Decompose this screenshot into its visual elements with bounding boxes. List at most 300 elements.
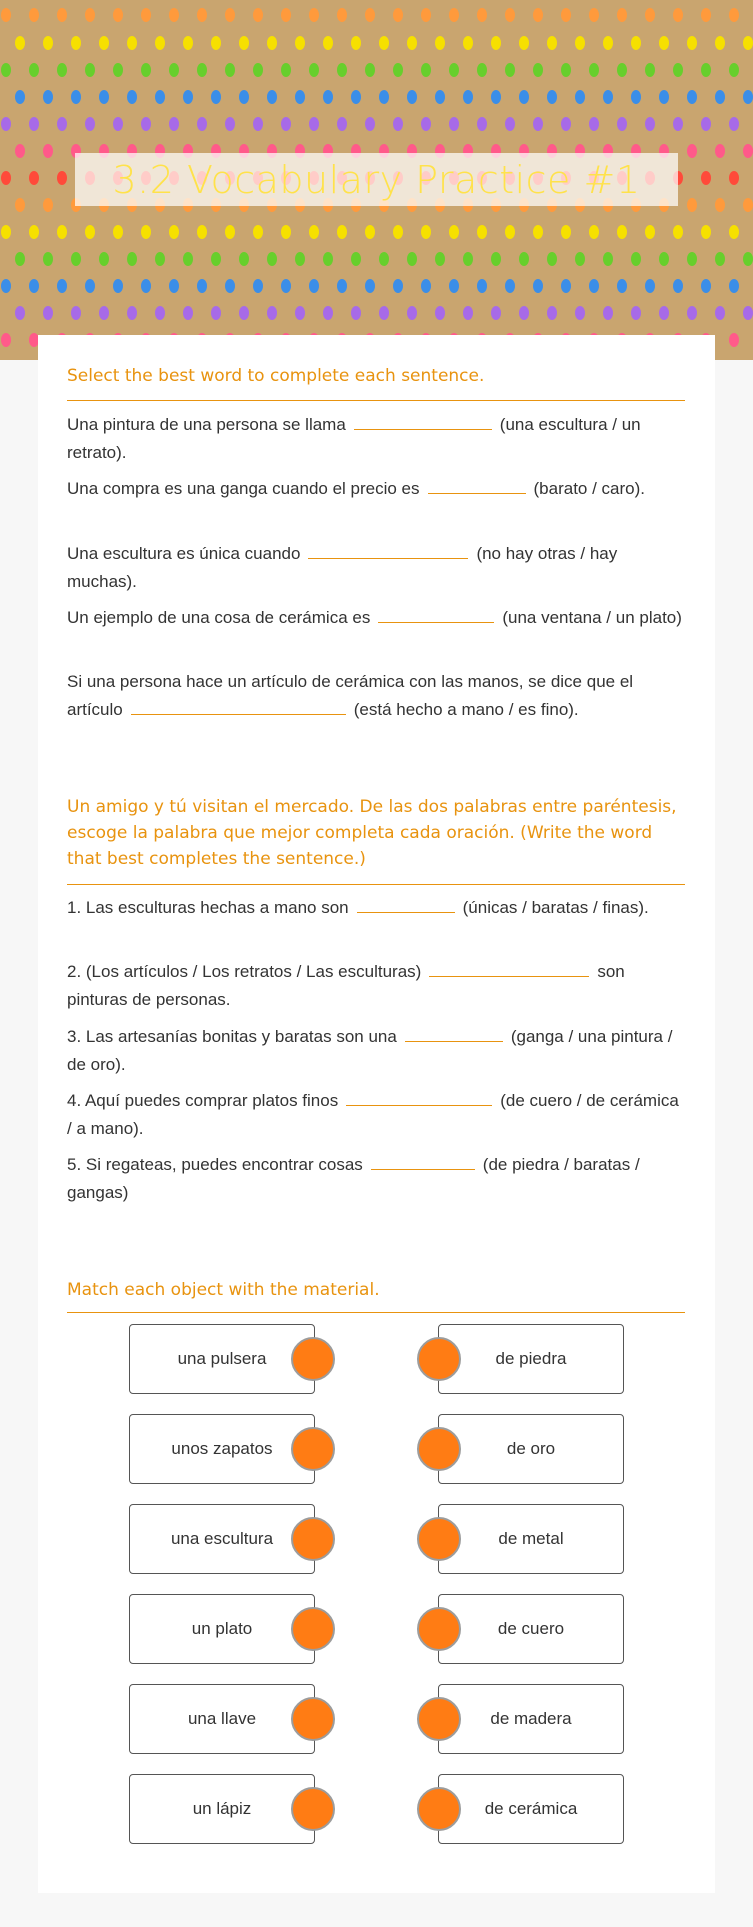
polka-dot: [673, 117, 683, 131]
polka-dot: [323, 306, 333, 320]
polka-dot: [141, 225, 151, 239]
polka-dot: [435, 36, 445, 50]
polka-dot: [561, 225, 571, 239]
polka-dot: [477, 117, 487, 131]
polka-dot: [337, 225, 347, 239]
polka-dot: [729, 279, 739, 293]
polka-dot: [533, 279, 543, 293]
polka-dot: [729, 225, 739, 239]
polka-dot: [15, 36, 25, 50]
match-connector-right[interactable]: [417, 1337, 461, 1381]
polka-dot: [435, 252, 445, 266]
answer-blank-10[interactable]: [371, 1152, 475, 1170]
polka-dot: [239, 252, 249, 266]
polka-dot: [309, 63, 319, 77]
polka-dot: [253, 225, 263, 239]
polka-dot: [211, 306, 221, 320]
polka-dot: [379, 306, 389, 320]
polka-dot: [519, 36, 529, 50]
polka-dot: [449, 117, 459, 131]
polka-dot: [337, 63, 347, 77]
polka-dot: [561, 279, 571, 293]
polka-dot: [491, 36, 501, 50]
polka-dot: [295, 252, 305, 266]
polka-dot: [589, 279, 599, 293]
polka-dot: [743, 144, 753, 158]
polka-dot: [547, 90, 557, 104]
polka-dot: [183, 36, 193, 50]
answer-blank-9[interactable]: [346, 1088, 492, 1106]
polka-dot: [337, 8, 347, 22]
polka-dot: [43, 36, 53, 50]
polka-dot: [155, 90, 165, 104]
polka-dot: [659, 90, 669, 104]
polka-dot: [729, 333, 739, 347]
polka-dot: [281, 8, 291, 22]
polka-dot: [603, 90, 613, 104]
match-connector-right[interactable]: [417, 1517, 461, 1561]
match-item-right: de cuero: [438, 1594, 624, 1664]
polka-dot: [295, 306, 305, 320]
polka-dot: [169, 225, 179, 239]
match-connector-right[interactable]: [417, 1787, 461, 1831]
polka-dot: [449, 63, 459, 77]
polka-dot: [197, 279, 207, 293]
polka-dot: [673, 225, 683, 239]
match-connector-left[interactable]: [291, 1517, 335, 1561]
match-item-right: de madera: [438, 1684, 624, 1754]
polka-dot: [449, 279, 459, 293]
match-item-left: un lápiz: [129, 1774, 315, 1844]
polka-dot: [71, 90, 81, 104]
section1-question-4: Un ejemplo de una cosa de cerámica es (una ventana / un plato): [67, 604, 687, 632]
match-connector-left[interactable]: [291, 1607, 335, 1651]
polka-dot: [43, 198, 53, 212]
polka-dot: [29, 8, 39, 22]
polka-dot: [253, 63, 263, 77]
polka-dot: [267, 36, 277, 50]
polka-dot: [337, 117, 347, 131]
section2-question-4: 4. Aquí puedes comprar platos finos (de cuero / de cerámica / a mano).: [67, 1087, 687, 1143]
polka-dot: [113, 117, 123, 131]
polka-dot: [183, 90, 193, 104]
polka-dot: [141, 279, 151, 293]
polka-dot: [197, 63, 207, 77]
polka-dot: [589, 225, 599, 239]
polka-dot: [71, 36, 81, 50]
polka-dot: [309, 117, 319, 131]
section1-title: Select the best word to complete each sentence.: [67, 366, 485, 386]
polka-dot: [631, 306, 641, 320]
polka-dot: [29, 63, 39, 77]
polka-dot: [99, 306, 109, 320]
polka-dot: [1, 8, 11, 22]
polka-dot: [239, 36, 249, 50]
polka-dot: [267, 306, 277, 320]
polka-dot: [561, 63, 571, 77]
answer-blank-7[interactable]: [429, 959, 589, 977]
polka-dot: [519, 90, 529, 104]
polka-dot: [491, 306, 501, 320]
answer-blank-4[interactable]: [378, 605, 494, 623]
polka-dot: [477, 279, 487, 293]
polka-dot: [85, 63, 95, 77]
polka-dot: [1, 63, 11, 77]
polka-dot: [393, 117, 403, 131]
match-connector-left[interactable]: [291, 1787, 335, 1831]
polka-dot: [351, 306, 361, 320]
polka-dot: [407, 90, 417, 104]
polka-dot: [659, 36, 669, 50]
polka-dot: [225, 117, 235, 131]
polka-dot: [113, 63, 123, 77]
polka-dot: [99, 90, 109, 104]
polka-dot: [43, 252, 53, 266]
polka-dot: [323, 36, 333, 50]
polka-dot: [309, 8, 319, 22]
polka-dot: [57, 117, 67, 131]
polka-dot: [29, 279, 39, 293]
polka-dot: [295, 90, 305, 104]
polka-dot: [407, 252, 417, 266]
polka-dot: [645, 225, 655, 239]
polka-dot: [225, 63, 235, 77]
polka-dot: [715, 198, 725, 212]
polka-dot: [477, 225, 487, 239]
polka-dot: [15, 252, 25, 266]
polka-dot: [71, 306, 81, 320]
polka-dot: [393, 63, 403, 77]
polka-dot: [421, 63, 431, 77]
polka-dot: [99, 252, 109, 266]
polka-dot: [71, 252, 81, 266]
polka-dot: [197, 225, 207, 239]
polka-dot: [15, 198, 25, 212]
polka-dot: [603, 252, 613, 266]
polka-dot: [127, 90, 137, 104]
polka-dot: [645, 8, 655, 22]
polka-dot: [57, 279, 67, 293]
polka-dot: [645, 63, 655, 77]
polka-dot: [211, 252, 221, 266]
polka-dot: [169, 117, 179, 131]
polka-dot: [533, 117, 543, 131]
polka-dot: [43, 306, 53, 320]
polka-dot: [183, 306, 193, 320]
polka-dot: [281, 225, 291, 239]
match-item-left: una llave: [129, 1684, 315, 1754]
polka-dot: [407, 306, 417, 320]
polka-dot: [57, 225, 67, 239]
answer-blank-6[interactable]: [357, 895, 455, 913]
polka-dot: [575, 90, 585, 104]
polka-dot: [631, 90, 641, 104]
polka-dot: [351, 36, 361, 50]
match-item-right: de piedra: [438, 1324, 624, 1394]
polka-dot: [141, 8, 151, 22]
polka-dot: [743, 36, 753, 50]
polka-dot: [673, 8, 683, 22]
polka-dot: [631, 36, 641, 50]
title-box: [75, 153, 678, 206]
polka-dot: [687, 198, 697, 212]
polka-dot: [141, 63, 151, 77]
polka-dot: [281, 63, 291, 77]
polka-dot: [491, 252, 501, 266]
polka-dot: [379, 90, 389, 104]
polka-dot: [687, 36, 697, 50]
polka-dot: [309, 225, 319, 239]
polka-dot: [253, 8, 263, 22]
polka-dot: [589, 63, 599, 77]
polka-dot: [449, 225, 459, 239]
polka-dot: [715, 252, 725, 266]
polka-dot: [687, 252, 697, 266]
polka-dot: [743, 252, 753, 266]
polka-dot: [379, 252, 389, 266]
polka-dot: [715, 144, 725, 158]
polka-dot: [127, 306, 137, 320]
polka-dot: [435, 90, 445, 104]
polka-dot: [127, 252, 137, 266]
polka-dot: [253, 117, 263, 131]
match-connector-left[interactable]: [291, 1697, 335, 1741]
match-item-left: una escultura: [129, 1504, 315, 1574]
polka-dot: [505, 225, 515, 239]
answer-blank-2[interactable]: [428, 476, 526, 494]
polka-dot: [365, 279, 375, 293]
polka-dot: [29, 117, 39, 131]
answer-blank-1[interactable]: [354, 412, 492, 430]
polka-dot: [1, 117, 11, 131]
polka-dot: [673, 63, 683, 77]
polka-dot: [43, 90, 53, 104]
match-item-left: una pulsera: [129, 1324, 315, 1394]
polka-dot: [141, 117, 151, 131]
polka-dot: [309, 279, 319, 293]
polka-dot: [589, 117, 599, 131]
polka-dot: [155, 252, 165, 266]
polka-dot: [1, 171, 11, 185]
polka-dot: [393, 8, 403, 22]
polka-dot: [1, 225, 11, 239]
polka-dot: [617, 225, 627, 239]
section1-question-5: Si una persona hace un artículo de cerámica con las manos, se dice que el artículo (está hecho a mano / es fino).: [67, 672, 634, 719]
polka-dot: [715, 306, 725, 320]
section2-question-2: 2. (Los artículos / Los retratos / Las esculturas) son pinturas de personas.: [67, 958, 687, 1014]
polka-dot: [547, 252, 557, 266]
polka-dot: [57, 8, 67, 22]
polka-dot: [29, 225, 39, 239]
match-item-right: de oro: [438, 1414, 624, 1484]
polka-dot: [99, 36, 109, 50]
polka-dot: [225, 279, 235, 293]
polka-dot: [281, 117, 291, 131]
polka-dot: [113, 279, 123, 293]
polka-dot: [379, 36, 389, 50]
polka-dot: [617, 117, 627, 131]
polka-dot: [449, 8, 459, 22]
polka-dot: [85, 8, 95, 22]
polka-dot: [547, 306, 557, 320]
polka-dot: [421, 225, 431, 239]
answer-blank-3[interactable]: [308, 541, 468, 559]
polka-dot: [715, 90, 725, 104]
polka-dot: [673, 279, 683, 293]
polka-dot: [729, 63, 739, 77]
polka-dot: [169, 279, 179, 293]
section2-title: Un amigo y tú visitan el mercado. De las dos palabras entre paréntesis, escoge la palabra que mejor completa cada oración. (Write the word that best completes the sentence.): [67, 797, 677, 869]
polka-dot: [421, 117, 431, 131]
polka-dot: [183, 252, 193, 266]
polka-dot: [1, 279, 11, 293]
polka-dot: [15, 144, 25, 158]
polka-dot: [365, 225, 375, 239]
polka-dot: [155, 306, 165, 320]
match-connector-right[interactable]: [417, 1697, 461, 1741]
polka-dot: [533, 63, 543, 77]
polka-dot: [323, 252, 333, 266]
section3-title: Match each object with the material.: [67, 1280, 380, 1300]
polka-dot: [393, 225, 403, 239]
polka-dot: [519, 306, 529, 320]
polka-dot: [617, 8, 627, 22]
polka-dot: [295, 36, 305, 50]
match-connector-right[interactable]: [417, 1427, 461, 1471]
polka-dot: [197, 117, 207, 131]
polka-dot: [715, 36, 725, 50]
polka-dot: [239, 90, 249, 104]
polka-dot: [1, 333, 11, 347]
polka-dot: [463, 36, 473, 50]
polka-dot: [491, 90, 501, 104]
polka-dot: [701, 279, 711, 293]
polka-dot: [113, 8, 123, 22]
polka-dot: [729, 171, 739, 185]
polka-dot: [155, 36, 165, 50]
polka-dot: [659, 252, 669, 266]
polka-dot: [687, 144, 697, 158]
polka-dot: [729, 117, 739, 131]
polka-dot: [477, 63, 487, 77]
polka-dot: [169, 63, 179, 77]
polka-dot: [505, 279, 515, 293]
polka-dot: [645, 279, 655, 293]
section2-question-5: 5. Si regateas, puedes encontrar cosas (de piedra / baratas / gangas): [67, 1151, 687, 1207]
polka-dot: [463, 306, 473, 320]
polka-dot: [85, 117, 95, 131]
polka-dot: [701, 171, 711, 185]
section1-question-1: Una pintura de una persona se llama (una escultura / un retrato).: [67, 411, 687, 467]
section1-question-3: Una escultura es única cuando (no hay otras / hay muchas).: [67, 540, 687, 596]
match-item-right: de metal: [438, 1504, 624, 1574]
polka-dot: [645, 117, 655, 131]
polka-dot: [701, 225, 711, 239]
polka-dot: [687, 306, 697, 320]
polka-dot: [603, 306, 613, 320]
polka-dot: [337, 279, 347, 293]
polka-dot: [743, 198, 753, 212]
polka-dot: [435, 306, 445, 320]
polka-dot: [617, 63, 627, 77]
polka-dot: [659, 306, 669, 320]
page-title: 3.2 Vocabulary Practice #1: [112, 157, 641, 202]
polka-dot: [701, 63, 711, 77]
polka-dot: [547, 36, 557, 50]
polka-dot: [743, 90, 753, 104]
polka-dot: [421, 8, 431, 22]
section2-question-3: 3. Las artesanías bonitas y baratas son una (ganga / una pintura / de oro).: [67, 1023, 687, 1079]
polka-dot: [365, 8, 375, 22]
polka-dot: [85, 225, 95, 239]
polka-dot: [505, 8, 515, 22]
polka-dot: [589, 8, 599, 22]
polka-dot: [421, 279, 431, 293]
section2-divider: [67, 884, 685, 885]
match-item-right: de cerámica: [438, 1774, 624, 1844]
polka-dot: [57, 171, 67, 185]
answer-blank-8[interactable]: [405, 1024, 503, 1042]
polka-dot: [239, 306, 249, 320]
answer-blank-5[interactable]: [131, 697, 346, 715]
polka-dot: [281, 279, 291, 293]
polka-dot: [533, 8, 543, 22]
polka-dot: [267, 252, 277, 266]
polka-dot: [113, 225, 123, 239]
polka-dot: [477, 8, 487, 22]
polka-dot: [253, 279, 263, 293]
polka-dot: [701, 117, 711, 131]
polka-dot: [365, 117, 375, 131]
polka-dot: [505, 63, 515, 77]
polka-dot: [533, 225, 543, 239]
polka-dot: [393, 279, 403, 293]
polka-dot: [351, 90, 361, 104]
polka-dot: [463, 252, 473, 266]
polka-dot: [729, 8, 739, 22]
polka-dot: [29, 171, 39, 185]
polka-dot: [127, 36, 137, 50]
polka-dot: [631, 252, 641, 266]
polka-dot: [561, 8, 571, 22]
polka-dot: [519, 252, 529, 266]
polka-dot: [365, 63, 375, 77]
polka-dot: [211, 36, 221, 50]
polka-dot: [407, 36, 417, 50]
match-connector-right[interactable]: [417, 1607, 461, 1651]
polka-dot: [603, 36, 613, 50]
section3-divider: [67, 1312, 685, 1313]
polka-dot: [169, 8, 179, 22]
polka-dot: [617, 279, 627, 293]
polka-dot: [575, 306, 585, 320]
polka-dot: [267, 90, 277, 104]
polka-dot: [575, 252, 585, 266]
polka-dot: [743, 306, 753, 320]
section1-question-2: Una compra es una ganga cuando el precio es (barato / caro).: [67, 475, 687, 503]
polka-dot: [197, 8, 207, 22]
match-connector-left[interactable]: [291, 1337, 335, 1381]
polka-dot: [57, 63, 67, 77]
match-connector-left[interactable]: [291, 1427, 335, 1471]
polka-dot: [225, 225, 235, 239]
polka-dot: [463, 90, 473, 104]
section1-divider: [67, 400, 685, 401]
match-item-left: un plato: [129, 1594, 315, 1664]
polka-dot: [687, 90, 697, 104]
polka-dot: [85, 279, 95, 293]
polka-dot: [43, 144, 53, 158]
